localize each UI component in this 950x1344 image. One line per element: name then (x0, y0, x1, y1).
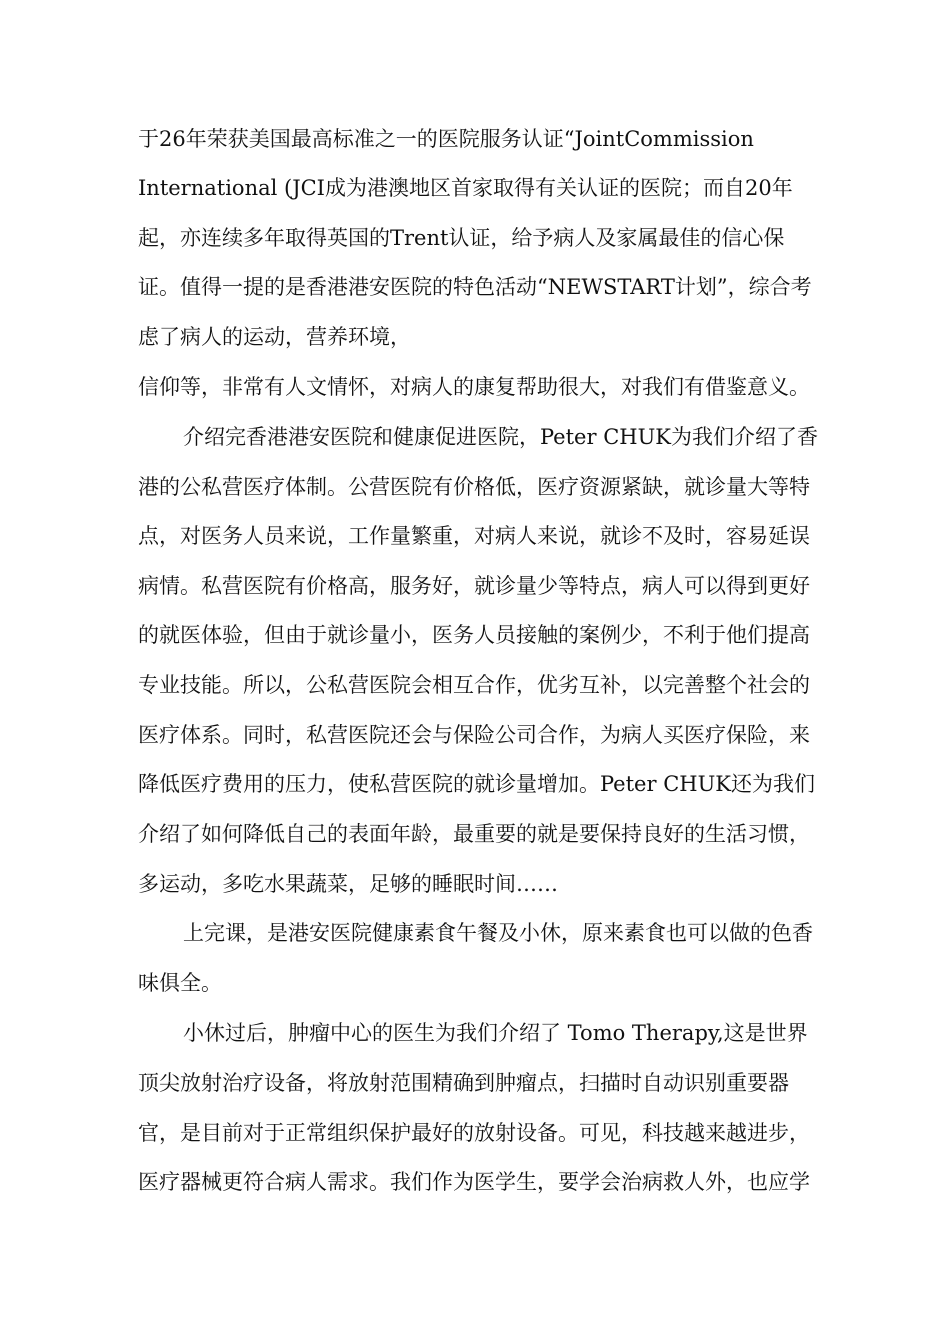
text-line: 医疗体系。同时，私营医院还会与保险公司合作，为病人买医疗保险，来 (138, 723, 810, 747)
text-line: 介绍了如何降低自己的表面年龄，最重要的就是要保持良好的生活习惯， (138, 822, 810, 846)
text-line: 信仰等，非常有人文情怀，对病人的康复帮助很大，对我们有借鉴意义。 (138, 375, 810, 399)
text-line: 于26年荣获美国最高标准之一的医院服务认证“JointCommission (138, 127, 754, 151)
text-line: 虑了病人的运动，营养环境， (138, 325, 411, 349)
text-line: 医疗器械更符合病人需求。我们作为医学生，要学会治病救人外，也应学 (138, 1170, 810, 1194)
text-line: 降低医疗费用的压力，使私营医院的就诊量增加。Peter CHUK还为我们 (138, 772, 815, 796)
text-line: 官，是目前对于正常组织保护最好的放射设备。可见，科技越来越进步， (138, 1121, 810, 1145)
text-line: 起，亦连续多年取得英国的Trent认证，给予病人及家属最佳的信心保 (138, 226, 785, 250)
text-line: 顶尖放射治疗设备，将放射范围精确到肿瘤点，扫描时自动识别重要器 (138, 1071, 789, 1095)
text-line: 的就医体验，但由于就诊量小，医务人员接触的案例少，不利于他们提高 (138, 623, 810, 647)
text-line: 点，对医务人员来说，工作量繁重，对病人来说，就诊不及时，容易延误 (138, 524, 810, 548)
text-line: 病情。私营医院有价格高，服务好，就诊量少等特点，病人可以得到更好 (138, 574, 810, 598)
text-line: 专业技能。所以，公私营医院会相互合作，优劣互补，以完善整个社会的 (138, 673, 810, 697)
text-line: 多运动，多吃水果蔬菜，足够的睡眠时间…… (138, 872, 558, 896)
text-line: 味俱全。 (138, 971, 222, 995)
text-line: 上完课，是港安医院健康素食午餐及小休，原来素食也可以做的色香 (183, 921, 813, 945)
text-line: 证。值得一提的是香港港安医院的特色活动“NEWSTART计划”，综合考 (138, 275, 812, 299)
text-line: 港的公私营医疗体制。公营医院有价格低，医疗资源紧缺，就诊量大等特 (138, 475, 810, 499)
text-line: International (JCI成为港澳地区首家取得有关认证的医院；而自20年 (138, 176, 793, 200)
text-line: 介绍完香港港安医院和健康促进医院，Peter CHUK为我们介绍了香 (183, 425, 818, 449)
text-line: 小休过后，肿瘤中心的医生为我们介绍了 Tomo Therapy,这是世界 (183, 1021, 808, 1045)
